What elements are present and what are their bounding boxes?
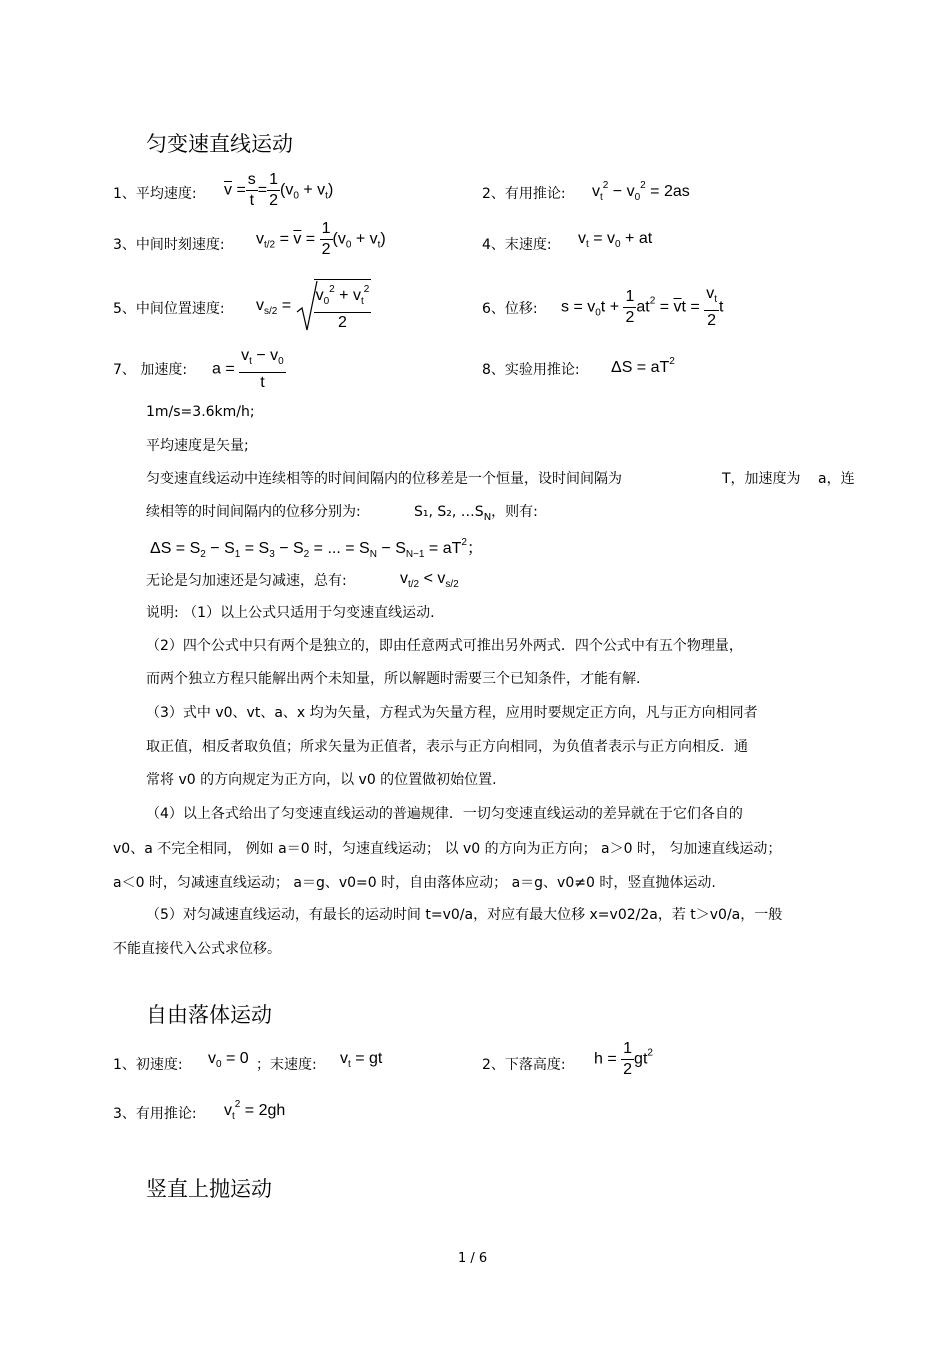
formula-initial-velocity: $v_0 = 0$ <box>208 1050 249 1070</box>
formula-label-6: 6、位移: <box>482 301 538 317</box>
section-title-vertical-throw: 竖直上抛运动 <box>146 1177 272 1201</box>
formula-average-velocity: $\overline{v}$ = $\frac{s}{t}$ = $\frac{1}{2}$ $(v_0 + v_t)$ <box>224 171 334 209</box>
freefall-label-1: 1、初速度: <box>113 1057 183 1073</box>
formula-label-7: 7、 加速度: <box>113 362 188 378</box>
text-note-2-cont: 而两个独立方程只能解出两个未知量，所以解题时需要三个已知条件，才能有解. <box>146 671 641 687</box>
text-unit-conversion: 1m/s=3.6km/h; <box>146 404 255 420</box>
text-constant-difference: 匀变速直线运动中连续相等的时间间隔内的位移差是一个恒量，设时间间隔为 <box>146 471 622 487</box>
formula-useful-inference: $v_t^2 - v_0^2 = 2as$ <box>592 180 690 203</box>
formula-label-1: 1、平均速度: <box>113 186 197 202</box>
text-note-3-end: 常将 v0 的方向规定为正方向，以 v0 的位置做初始位置. <box>146 772 497 788</box>
page-number: 1 / 6 <box>458 1251 488 1266</box>
formula-fall-height: h = $\frac{1}{2}$ $gt^2$ <box>594 1040 653 1078</box>
formula-velocity-compare: $v_{t/2} < v_{s/2}$ <box>400 570 459 590</box>
text-note-4: （4）以上各式给出了匀变速直线运动的普遍规律．一切匀变速直线运动的差异就在于它们各自的 <box>146 806 743 822</box>
formula-label-2: 2、有用推论: <box>482 186 566 202</box>
text-note-5: （5）对匀减速直线运动，有最长的运动时间 t=v0/a，对应有最大位移 x=v02/2a，若 t＞v0/a，一般 <box>146 907 783 923</box>
text-constant-difference-a: a，连 <box>818 471 855 487</box>
text-note-4-cont: v0、a 不完全相同， 例如 a＝0 时，匀速直线运动； 以 v0 的方向为正方向； a＞0 时， 匀加速直线运动； <box>113 841 782 857</box>
freefall-label-2: 2、下落高度: <box>482 1057 566 1073</box>
freefall-label-1b: ；末速度: <box>256 1057 317 1073</box>
text-vector-note: 平均速度是矢量; <box>146 438 249 454</box>
text-note-1: 说明: （1）以上公式只适用于匀变速直线运动. <box>146 605 435 621</box>
freefall-label-3: 3、有用推论: <box>113 1106 197 1122</box>
text-displacements-list: S₁, S₂, $\dots S_N$，则有: <box>414 504 538 523</box>
formula-final-velocity: $v_t = v_0$ + at <box>578 230 653 250</box>
formula-final-velocity-freefall: $v_t$ = gt <box>340 1050 383 1070</box>
formula-experimental-inference: $\Delta S = aT^2$ <box>611 356 675 376</box>
formula-displacement: $s = v_0t$ + $\frac{1}{2}$ $at^2 = \overline{v}t$ = $\frac{v_t}{2}$ t <box>561 285 724 329</box>
formula-displacement-difference: $\Delta S = S_2 - S_1 = S_3 - S_2$ = ... = $S_N - S_{N-1} = aT^2$； <box>150 537 483 560</box>
formula-freefall-inference: $v_t^2 = 2gh$ <box>224 1099 286 1122</box>
text-note-3-cont: 取正值，相反者取负值；所求矢量为正值者，表示与正方向相同，为负值者表示与正方向相反．通 <box>146 739 748 755</box>
text-always-have: 无论是匀加速还是匀减速，总有: <box>146 573 347 589</box>
text-note-3: （3）式中 v0、vt、a、x 均为矢量，方程式为矢量方程，应用时要规定正方向，凡与正方向相同者 <box>146 705 758 721</box>
text-note-2: （2）四个公式中只有两个是独立的，即由任意两式可推出另外两式．四个公式中有五个物理量， <box>146 638 743 654</box>
formula-mid-position-velocity: $v_{s/2}$ = $\frac{v_0^2 + v_t^2}{2}$ <box>256 279 371 333</box>
formula-mid-time-velocity: $v_{t/2} = \overline{v}$ = $\frac{1}{2}$ $(v_0 + v_t)$ <box>256 220 386 258</box>
formula-label-5: 5、中间位置速度: <box>113 301 225 317</box>
text-constant-difference-T: T，加速度为 <box>722 471 801 487</box>
formula-label-3: 3、中间时刻速度: <box>113 237 225 253</box>
text-displacements: 续相等的时间间隔内的位移分别为: <box>146 504 361 520</box>
text-note-4-end: a＜0 时，匀减速直线运动； a＝g、v0=0 时，自由落体应动； a＝g、v0≠0 时，竖直抛体运动. <box>113 875 716 891</box>
section-title-uniform-accel: 匀变速直线运动 <box>146 132 293 156</box>
formula-label-8: 8、实验用推论: <box>482 362 580 378</box>
formula-acceleration: a = $\frac{v_t - v_0}{t}$ <box>212 347 284 391</box>
formula-label-4: 4、末速度: <box>482 237 552 253</box>
section-title-free-fall: 自由落体运动 <box>146 1003 272 1027</box>
text-note-5-end: 不能直接代入公式求位移。 <box>113 941 281 957</box>
